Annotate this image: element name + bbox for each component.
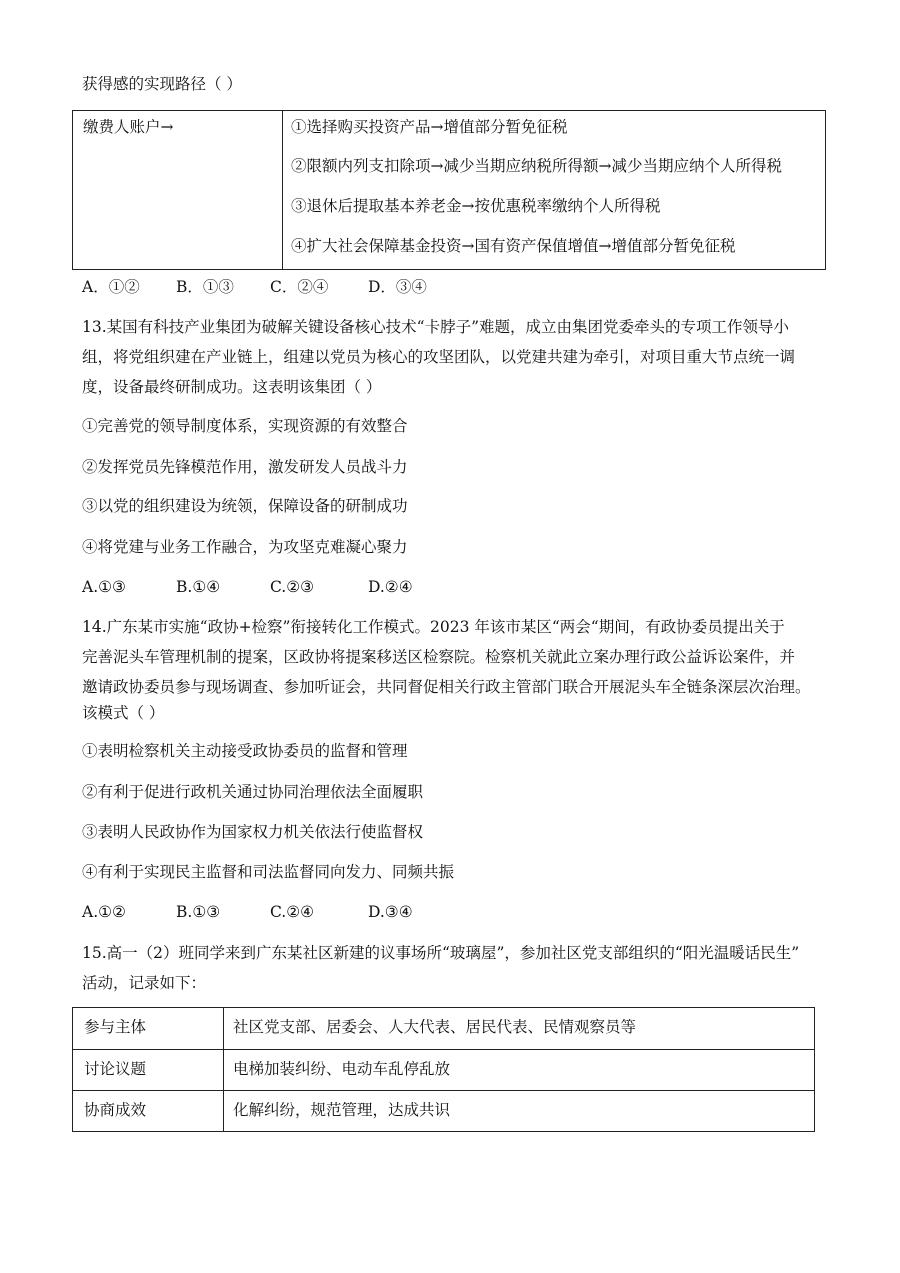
q12-table — [72, 110, 826, 270]
q15-row-value: 社区党支部、居委会、人大代表、居民代表、民情观察员等 — [233, 1018, 637, 1036]
q12-table-left-cell — [73, 111, 283, 269]
q14-options — [82, 902, 448, 922]
q12-option-d[interactable]: D．③④ — [368, 278, 427, 296]
q14-option-b[interactable]: B.①③ — [176, 903, 221, 921]
q15-row-label-cell — [73, 1008, 224, 1049]
q13-option-a[interactable]: A.①③ — [82, 578, 126, 596]
q12-option-a[interactable]: A．①② — [82, 278, 140, 296]
q13-statement-3: ③以党的组织建设为统领，保障设备的研制成功 — [82, 497, 408, 515]
q12-option-b[interactable]: B．①③ — [176, 278, 234, 296]
q13-stem-line-3: 度，设备最终研制成功。这表明该集团（ ） — [82, 378, 382, 396]
q15-stem-line-1: 15.高一（2）班同学来到广东某社区新建的议事场所“玻璃屋”，参加社区党支部组织的“阳光温暖话民生” — [82, 944, 800, 962]
q15-row-label: 参与主体 — [84, 1018, 147, 1036]
q14-statement-3: ③表明人民政协作为国家权力机关依法行使监督权 — [82, 823, 424, 841]
q15-row-label: 讨论议题 — [84, 1060, 147, 1078]
q14-stem-line-3: 邀请政协委员参与现场调查、参加听证会，共同督促相关行政主管部门联合开展泥头车全链条深层次治理。 — [82, 678, 811, 696]
q14-option-d[interactable]: D.③④ — [368, 903, 413, 921]
intro-line: 获得感的实现路径（ ） — [82, 75, 242, 93]
q13-options — [82, 577, 448, 597]
q12-left-label: 缴费人账户→ — [83, 118, 174, 136]
q14-stem-line-1: 14.广东某市实施“政协+检察”衔接转化工作模式。2023 年该市某区“两会“期间，有政协委员提出关于 — [82, 618, 785, 636]
q13-statement-4: ④将党建与业务工作融合，为攻坚克难凝心聚力 — [82, 538, 408, 556]
q15-table-row — [73, 1008, 814, 1049]
q15-stem-line-2: 活动，记录如下： — [82, 974, 207, 992]
q12-options — [82, 277, 448, 297]
q15-row-label-cell — [73, 1050, 224, 1090]
q12-option-c[interactable]: C．②④ — [270, 278, 329, 296]
q12-item-3: ③退休后提取基本养老金→按优惠税率缴纳个人所得税 — [291, 197, 661, 215]
q15-table-row — [73, 1090, 814, 1131]
q13-stem-line-2: 组，将党组织建在产业链上，组建以党员为核心的攻坚团队，以党建共建为牵引，对项目重大节点统一调 — [82, 348, 796, 366]
q13-option-c[interactable]: C.②③ — [270, 578, 315, 596]
q14-stem-line-2: 完善泥头车管理机制的提案，区政协将提案移送区检察院。检察机关就此立案办理行政公益诉讼案件，并 — [82, 648, 796, 666]
q14-option-a[interactable]: A.①② — [82, 903, 126, 921]
q13-statement-1: ①完善党的领导制度体系，实现资源的有效整合 — [82, 417, 408, 435]
q15-table-row — [73, 1049, 814, 1090]
q12-item-4: ④扩大社会保障基金投资→国有资产保值增值→增值部分暂免征税 — [291, 237, 736, 255]
q15-row-label: 协商成效 — [84, 1101, 147, 1119]
q13-option-b[interactable]: B.①④ — [176, 578, 221, 596]
q14-stem-line-4: 该模式（ ） — [82, 704, 165, 722]
q13-stem-line-1: 13.某国有科技产业集团为破解关键设备核心技术“卡脖子”难题，成立由集团党委牵头的专项工作领导小 — [82, 318, 790, 336]
q14-statement-4: ④有利于实现民主监督和司法监督同向发力、同频共振 — [82, 863, 455, 881]
q15-row-value: 电梯加装纠纷、电动车乱停乱放 — [233, 1060, 451, 1078]
q15-table — [72, 1007, 815, 1132]
q14-statement-2: ②有利于促进行政机关通过协同治理依法全面履职 — [82, 783, 424, 801]
q14-statement-1: ①表明检察机关主动接受政协委员的监督和管理 — [82, 742, 408, 760]
q12-item-1: ①选择购买投资产品→增值部分暂免征税 — [291, 118, 568, 136]
q13-statement-2: ②发挥党员先锋模范作用，激发研发人员战斗力 — [82, 458, 408, 476]
q13-option-d[interactable]: D.②④ — [368, 578, 413, 596]
q14-option-c[interactable]: C.②④ — [270, 903, 315, 921]
q15-row-value: 化解纠纷，规范管理，达成共识 — [233, 1101, 451, 1119]
q15-row-label-cell — [73, 1091, 224, 1131]
q12-item-2: ②限额内列支扣除项→减少当期应纳税所得额→减少当期应纳个人所得税 — [291, 157, 782, 175]
